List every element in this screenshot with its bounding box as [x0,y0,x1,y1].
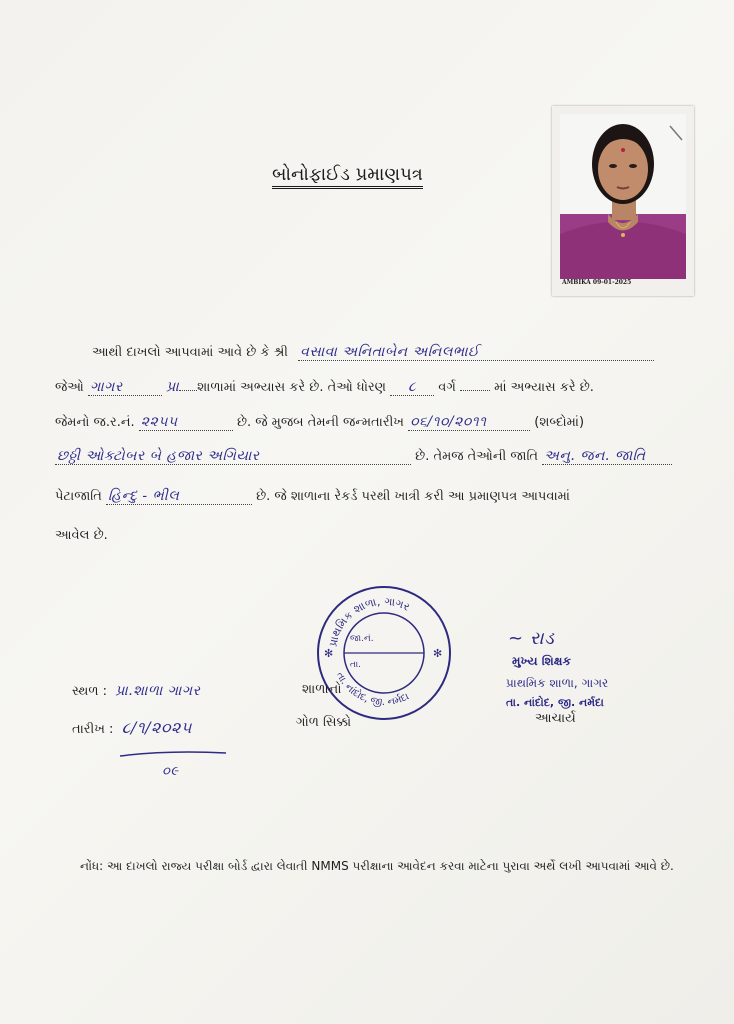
student-portrait-image [560,114,686,279]
place-label: સ્થળ : [72,684,108,699]
seal-star-right-icon: ✻ [433,647,443,660]
place-value: પ્રા.શાળા ગાગર [115,683,201,699]
line3-prefix: જેમનો જ.ર.નં. [55,415,135,430]
certificate-title: બોનોફાઈડ પ્રમાણપત્ર [272,164,423,189]
photo-caption: AMBIKA 09-01-2025 [562,279,632,286]
date-row [72,718,192,738]
standard-value: ૮ [408,379,417,395]
date-under-number: ૦૯ [162,764,179,779]
seal-field-1: જા.નં. [350,634,374,644]
line5-suffix: છે. જે શાળાના રેકર્ડ પરથી ખાત્રી કરી આ પ્રમાણપત્ર આપવામાં [256,489,570,504]
body-line-2 [55,379,594,396]
class-field [460,390,490,391]
school-place-field [88,379,162,396]
body-line-6: આવેલ છે. [55,528,108,543]
seal-stamp-image [314,583,454,723]
line2-suffix: માં અભ્યાસ કરે છે. [494,380,594,395]
dob-words-value: છઠ્ઠી ઓક્ટોબર બે હજાર અગિયાર [57,448,260,464]
caste-value: અનુ. જન. જાતિ [544,448,646,464]
footer-note: નોંધ: આ દાખલો રાજ્ય પરીક્ષા બોર્ડ દ્વારા લેવાતી NMMS પરીક્ષાના આવેદન કરવા માટેના પુરાવા અર્થે લખી આપવામાં આવે છે. [80,859,674,873]
body-line-1 [92,344,654,361]
line5-prefix: પેટાજાતિ [55,489,102,504]
sub-caste-value: હિન્દુ - ભીલ [107,488,180,504]
dob-words-field [55,448,411,465]
principal-title-stamp: મુખ્ય શિક્ષક [512,654,571,668]
caste-field [542,448,672,465]
student-name-field [298,344,654,361]
seal-bottom-text: તા. નાંદોદ, જી. નર્મદા [333,670,411,709]
principal-signature: ~ રાડ [508,628,555,649]
body-line-5 [55,488,570,505]
gr-number-value: ૨૨૫૫ [140,414,178,430]
line2-prefix: જેઓ [55,380,84,395]
date-label: તારીખ : [72,722,114,737]
seal-label-1: શાળાનો [302,682,342,697]
seal-label-2: ગોળ સિક્કો [296,715,352,730]
sub-caste-field [106,488,252,505]
principal-label: આચાર્ય [535,711,576,726]
student-photo [552,106,694,296]
school-round-seal [314,583,454,727]
dob-value: ૦૬/૧૦/૨૦૧૧ [410,414,487,430]
principal-location-stamp: તા. નાંદોદ, જી. નર્મદા [506,696,604,709]
seal-top-text: પ્રાથમિક શાળા, ગાગર [326,594,412,648]
school-place-value: ગાગર [89,379,123,395]
line2-mid: શાળામાં અભ્યાસ કરે છે. તેઓ ધોરણ [197,380,386,395]
date-value: ૮/૧/૨૦૨૫ [121,718,192,737]
place-row [72,683,200,699]
school-abbr-value: પ્રા [166,379,180,395]
seal-star-left-icon: ✻ [324,647,334,660]
body-line-4 [55,448,672,465]
line3-mid: છે. જે મુજબ તેમની જન્મતારીખ [236,415,404,430]
line3-suffix: (શબ્દોમાં) [534,415,585,430]
school-abbr-dots [179,390,197,391]
class-label: વર્ગ [438,380,456,395]
date-underline [118,748,228,760]
seal-field-2: તા. [350,660,362,670]
student-name-value: વસાવા અનિતાબેન અનિલભાઈ [300,344,480,360]
dob-field [408,414,530,431]
body-line-3 [55,414,584,431]
gr-number-field [139,414,233,431]
line1-prefix: આથી દાખલો આપવામાં આવે છે કે શ્રી [92,345,289,360]
line4-mid: છે. તેમજ તેઓની જાતિ [415,449,538,464]
principal-school-stamp: પ્રાથમિક શાળા, ગાગર [506,676,609,690]
standard-field [390,379,434,396]
